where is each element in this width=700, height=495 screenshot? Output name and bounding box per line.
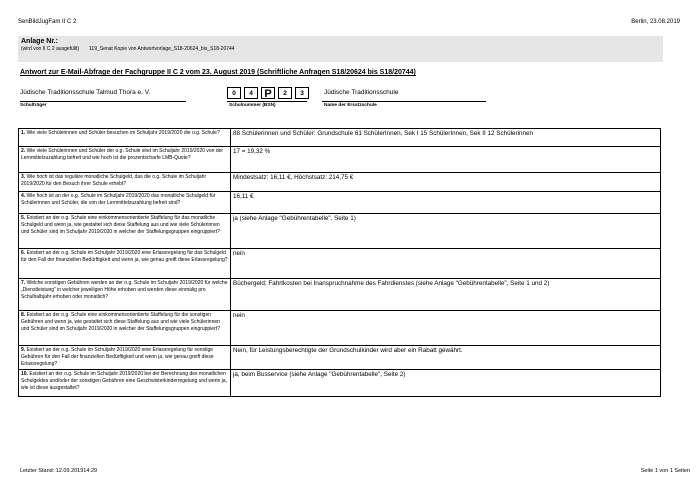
question-number: 9. [21,347,26,353]
ersatzschule-label: Name der Ersatzschule [324,103,377,108]
answer-cell: ja, beim Busservice (siehe Anlage "Gebührentabelle", Seite 2) [231,370,661,397]
answer-cell: 17 = 19,32 % [231,147,661,173]
table-row [19,346,661,370]
question-cell [19,370,231,397]
header-department: SenBildJugFam II C 2 [18,19,77,25]
answer-cell: Büchergeld; Fahrtkosten bei Inanspruchnahme des Fahrdienstes (siehe Anlage "Gebührentabelle", Seite 1 und 2) [231,279,661,311]
traeger-underline [20,101,186,102]
table-row [19,249,661,279]
question-text: Wie viele Schülerinnen und Schüler besuchen im Schuljahr 2019/2020 die o.g. Schule? [26,130,220,136]
question-text: Existiert an der o.g. Schule im Schuljahr 2019/2020 eine Erlassregelung für das Schulgeld für den Fall der finanziellen Bedürftigkeit und wenn ja, wie genau greift diese Erlassregelung? [21,250,228,263]
answer-cell: 88 Schülerinnen und Schüler: Grundschule 61 SchülerInnen, Sek I 15 SchülerInnen, Sek II 12 Schülerinnen [231,129,661,147]
question-number: 8. [21,312,26,318]
document-title: Antwort zur E-Mail-Abfrage der Fachgruppe II C 2 vom 23. August 2019 (Schriftliche Anfragen S18/20624 bis S18/20744) [20,69,416,76]
table-row [19,370,661,397]
number-underline [227,101,307,102]
school-traeger: Jüdische Traditionsschule Talmud Thora e. V. [20,89,151,96]
table-row [19,129,661,147]
footer-page-number: Seite 1 von 1 Seiten [640,468,690,474]
question-text: Existiert an der o.g. Schule eine einkommensorientierte Staffelung für die sonstigen Gebühren und wenn ja, wie gestaltet sich diese Staffelung aus und wie viele Schülerinnen und Schüler sind im Schuljahr 2019/2020 in welcher der Staffelungsgruppen eingruppiert? [21,312,220,332]
answer-cell: ja (siehe Anlage "Gebührentabelle", Seite 1) [231,214,661,249]
question-number: 7. [21,280,26,286]
school-number-digit: 2 [278,87,292,99]
table-row [19,173,661,192]
question-text: Existiert an der o.g. Schule eine einkommensorientierte Staffelung für das monatliche Schulgeld und wenn ja, wie gestaltet sich diese Staffelung aus und wie viele Schülerinnen und Schüler sind im Schuljahr 2019/2020 in welcher der Staffelungsgruppen eingruppiert? [21,215,220,235]
answer-cell: nein [231,311,661,346]
header-date: Berlin, 23.08.2019 [631,19,680,25]
question-text: Wie viele Schülerinnen und Schüler der o.g. Schule sind im Schuljahr 2019/2020 von der Lernmittelzuzahlung befreit und wie hoch ist die prozentscharfe LMB-Quote? [21,148,224,161]
school-number-label: Schulnummer (BSN) [229,103,276,108]
question-cell [19,249,231,279]
table-row [19,311,661,346]
question-number: 6. [21,250,26,256]
question-number: 1. [21,130,26,136]
answer-cell: Mindestsatz: 16,11 €, Höchstsatz: 214,75 € [231,173,661,192]
table-row [19,214,661,249]
table-row [19,192,661,214]
question-cell [19,192,231,214]
question-cell [19,173,231,192]
school-number-digit: 4 [244,87,258,99]
traeger-label: Schulträger [20,103,47,108]
question-cell [19,214,231,249]
question-text: Wie hoch ist das reguläre monatliche Schulgeld, das die o.g. Schule im Schuljahr 2019/2020 für den Besuch ihrer Schule erhebt? [21,174,207,187]
table-row [19,147,661,173]
question-number: 5. [21,215,26,221]
questions-table [18,128,661,397]
question-cell [19,147,231,173]
ersatzschule-name: Jüdische Traditionsschule [324,89,399,96]
question-number: 3. [21,174,26,180]
school-number-boxes [227,87,312,99]
question-cell [19,279,231,311]
school-number-digit: 3 [295,87,309,99]
question-cell [19,129,231,147]
footer-last-updated: Letzter Stand: 12.09.201914:29 [20,468,98,474]
school-number-digit: 0 [227,87,241,99]
question-number: 10. [21,371,28,377]
question-text: Wie hoch ist an der o.g. Schule im Schuljahr 2019/2020 das monatliche Schulgeld für Schülerinnen und Schüler, die von der Lernmittelzuzahlung befreit sind? [21,193,216,206]
question-number: 2. [21,148,26,154]
anlage-note: (wird von II C 2 ausgefüllt) [21,46,80,52]
anlage-title: Anlage Nr.: [21,38,58,45]
question-cell [19,346,231,370]
ersatzschule-underline [322,101,486,102]
answer-cell: Nein, für Leistungsberechtigte der Grundschulkinder wird aber ein Rabatt gewährt. [231,346,661,370]
answer-cell: nein [231,249,661,279]
anlage-box [18,36,663,62]
school-number-digit: P [261,87,275,99]
question-text: Existiert an der o.g. Schule im Schuljahr 2019/2020 bei der Berechnung des monatlichen Schulgeldes und/oder der sonstigen Gebühren eine Geschwisterkinderregelung und wenn ja, wie ist diese ausgestaltet? [21,371,227,391]
question-cell [19,311,231,346]
question-text: Existiert an der o.g. Schule im Schuljahr 2019/2020 eine Erlassregelung für sonstige Gebühren für den Fall der finanziellen Bedürftigkeit und wenn ja, wie genau greift diese Erlassregelung? [21,347,214,367]
question-number: 4. [21,193,26,199]
question-text: Welche sonstigen Gebühren werden an der o.g. Schule im Schuljahr 2019/2020 für welche „Dienstleistung“ in welcher jeweiligen Höhe erhoben und werden diese einmalig pro Schulhalbjahr erhoben oder monatlich? [21,280,228,300]
anlage-reference: 119_Senat Kopie von Antwortvorlage_S18-20624_bis_S18-20744 [89,46,235,52]
table-row [19,279,661,311]
answer-cell: 16,11 € [231,192,661,214]
